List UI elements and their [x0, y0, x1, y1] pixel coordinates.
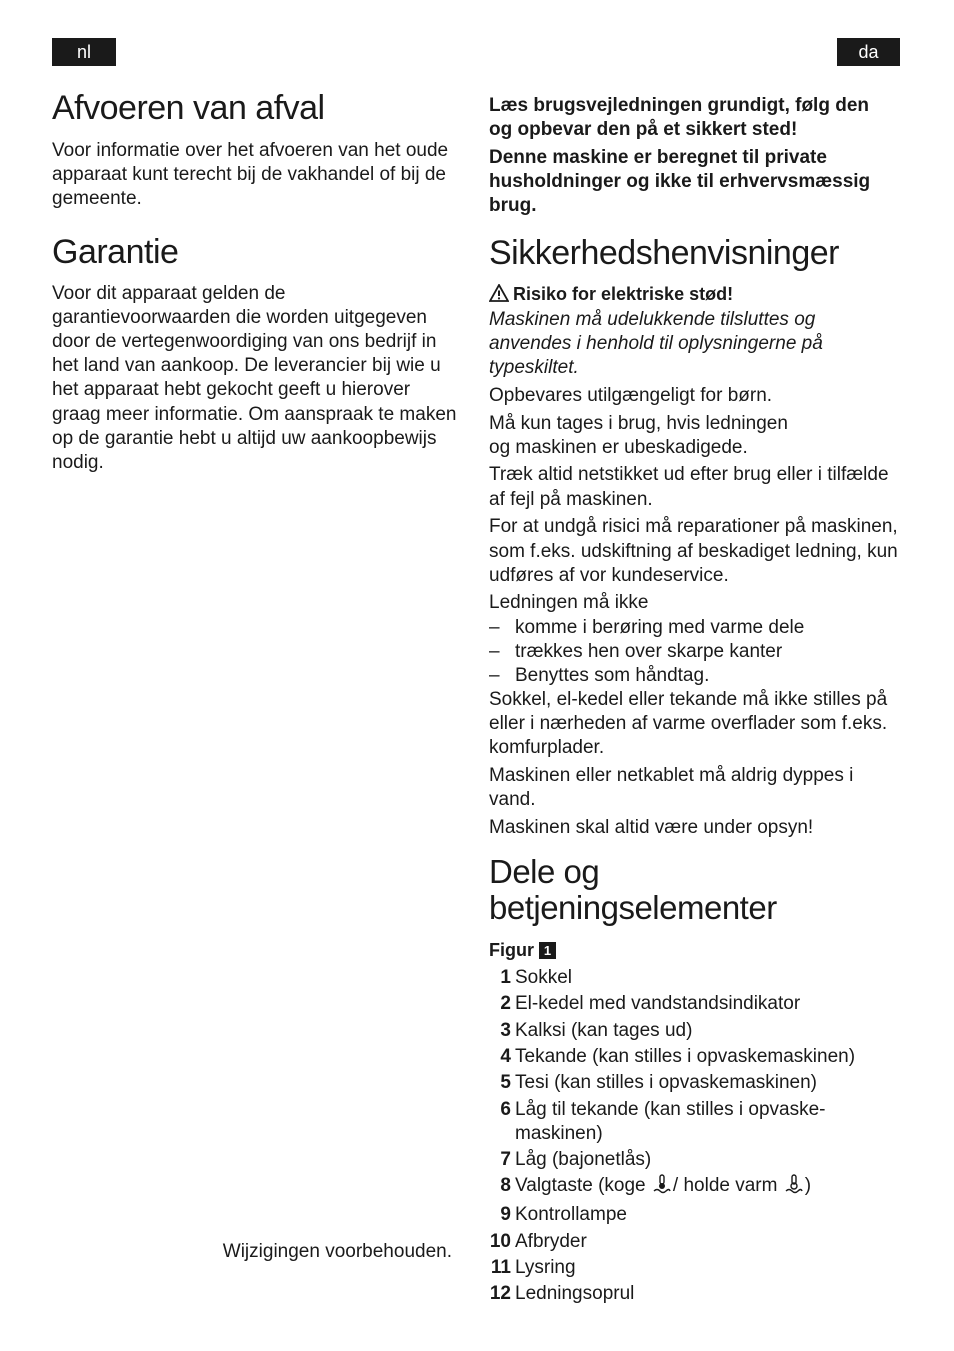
risk-warning — [489, 282, 909, 308]
list-item: 4 Tekande (kan stilles i opvaskemaskinen) — [500, 1045, 856, 1067]
list-item: 12 Ledningsoprul — [489, 1283, 635, 1305]
list-item: 10 Afbryder — [489, 1230, 587, 1252]
afval-heading: Afvoeren van afval — [52, 89, 325, 127]
safety-heading: Sikkerhedshenvisninger — [489, 233, 839, 272]
list-item: 3 Kalksi (kan tages ud) — [500, 1019, 693, 1041]
list-item: – komme i berøring med varme dele — [489, 616, 805, 638]
list-item: 1 Sokkel — [500, 967, 573, 989]
intro-usage: Denne maskine er beregnet til private husholdninger og ikke til erhvervsmæssig brug. — [489, 146, 871, 217]
list-item: 2 El-kedel med vandstandsindikator — [500, 993, 801, 1015]
footer-note: Wijzigingen voorbehouden. — [222, 1241, 452, 1262]
risk-label: Risiko for elektriske stød! — [513, 283, 734, 304]
list-item: 8 Valgtaste (koge / holde varm ) — [489, 1174, 909, 1201]
left-column — [52, 88, 464, 475]
list-item: 11 Lysring — [490, 1257, 576, 1279]
list-item: 7 Låg (bajonetlås) — [500, 1148, 652, 1170]
boil-symbol-icon — [653, 1174, 671, 1201]
language-tab-da: da — [837, 38, 900, 66]
safety-p3: Træk altid netstikket ud efter brug eller i tilfælde af fejl på maskinen. — [489, 464, 889, 510]
safety-p4: For at undgå risici må reparationer på maskinen, som f.eks. udskiftning af beskadiget ledning, kun udføres af vor kundeservice. — [489, 516, 898, 586]
right-column — [489, 94, 909, 1309]
garantie-text: Voor dit apparaat gelden de garantievoorwaarden die worden uitgegeven door de vertegenwoordiging van ons bedrijf in het land van aankoop. De leverancier bij wie u het apparaat hebt gekocht geeft u hierover graag meer informatie. Om aanspraak te maken op de garantie hebt u altijd uw aankoopbewijs nodig. — [52, 282, 457, 474]
safety-p7: Maskinen eller netkablet må aldrig dyppes i vand. — [489, 764, 854, 810]
garantie-heading: Garantie — [52, 232, 179, 271]
warning-triangle-icon — [489, 284, 509, 308]
list-item: 9 Kontrollampe — [500, 1204, 627, 1226]
cord-warning-list — [489, 616, 909, 688]
list-item: 5 Tesi (kan stilles i opvaskemaskinen) — [500, 1072, 818, 1094]
list-item: – Benyttes som håndtag. — [489, 664, 710, 686]
safety-p1: Opbevares utilgængeligt for børn. — [489, 384, 773, 406]
figure-number-badge: 1 — [539, 942, 556, 959]
safety-p8: Maskinen skal altid være under opsyn! — [489, 816, 814, 838]
safety-p6: Sokkel, el-kedel eller tekande må ikke stilles på eller i nærheden af varme overflader som f.eks. komfurplader. — [489, 688, 888, 759]
list-item: 6 Låg til tekande (kan stilles i opvaske-maskinen) — [500, 1098, 826, 1144]
parts-list — [489, 966, 909, 1306]
intro-instructions: Læs brugsvejledningen grundigt, følg den og opbevar den på et sikkert sted! — [489, 95, 869, 141]
parts-heading: Dele og betjeningselementer — [489, 852, 777, 926]
afval-text: Voor informatie over het afvoeren van het oude apparaat kunt terecht bij de vakhandel of bij de gemeente. — [52, 140, 449, 210]
language-tab-nl: nl — [52, 38, 116, 66]
safety-p2: Må kun tages i brug, hvis ledningen og maskinen er ubeskadigede. — [489, 412, 788, 458]
list-item: – trækkes hen over skarpe kanter — [489, 640, 783, 662]
safety-p5: Ledningen må ikke — [489, 592, 649, 614]
risk-text: Maskinen må udelukkende tilsluttes og anvendes i henhold til oplysningerne på typeskiltet. — [489, 308, 823, 379]
figure-reference: Figur 1 — [489, 938, 909, 962]
keep-warm-symbol-icon — [785, 1174, 803, 1201]
